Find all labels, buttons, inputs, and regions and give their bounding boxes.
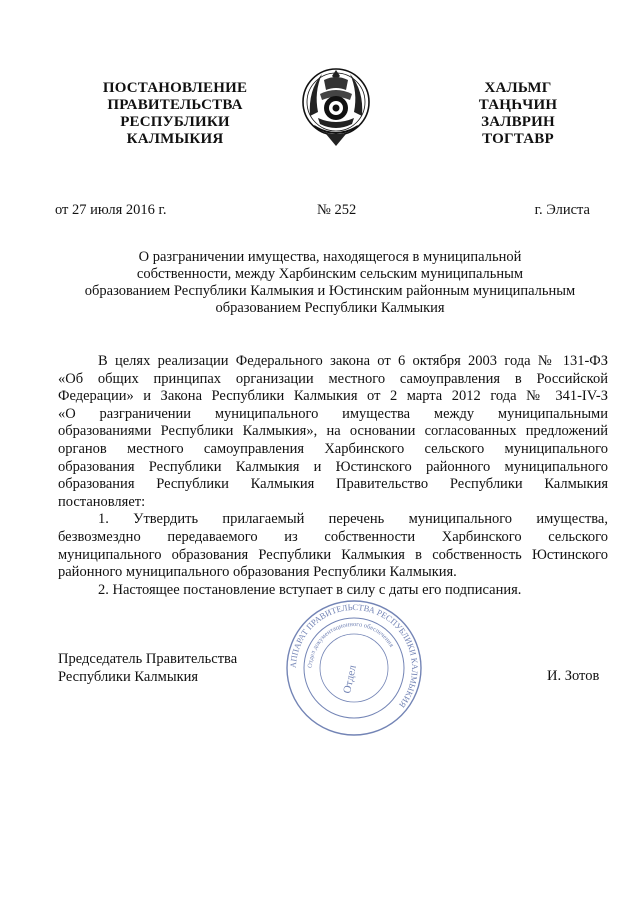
body-line: «О разграничении муниципального имущества между муниципальными	[58, 405, 608, 422]
document-meta-row	[55, 202, 590, 222]
body-line: образования Республики Калмыкия Правительство Республики Калмыкия	[58, 476, 608, 493]
header-left-russian	[95, 80, 255, 148]
signatory-position-line: Председатель Правительства	[58, 651, 238, 667]
signatory-position-line: Республики Калмыкия	[58, 669, 199, 685]
header-left-line: КАЛМЫКИЯ	[126, 131, 224, 147]
header-right-line: ТОГТАВР	[482, 131, 554, 147]
body-line: Федерации» и Закона Республики Калмыкия от 2 марта 2012 года № 341-IV-З	[58, 388, 608, 405]
signatory-name: И. Зотов	[547, 668, 600, 684]
document-number: № 252	[317, 202, 357, 218]
document-date: от 27 июля 2016 г.	[55, 202, 167, 218]
title-line: образованием Республики Калмыкия	[215, 300, 445, 316]
kalmykia-coat-of-arms-icon	[300, 60, 372, 150]
body-line: образованиями Республики Калмыкия», на основании согласованных предложений	[58, 423, 608, 440]
title-line: образованием Республики Калмыкия и Юстинским районным муниципальным	[84, 283, 576, 299]
header-left-line: РЕСПУБЛИКИ	[120, 114, 230, 130]
title-line: собственности, между Харбинским сельским муниципальным	[136, 266, 524, 282]
header-right-line: ЗАЛВРИН	[481, 114, 555, 130]
title-line: О разграничении имущества, находящегося в муниципальной	[138, 249, 522, 265]
body-line: безвозмездно передаваемого из собственности Харбинского сельского	[58, 528, 608, 545]
body-line: В целях реализации Федерального закона от 6 октября 2003 года № 131-ФЗ	[98, 353, 608, 369]
official-stamp-icon	[284, 598, 424, 738]
svg-text:Отдел документационного обеспе	[307, 621, 395, 668]
document-body	[58, 353, 608, 599]
signatory-position	[58, 650, 237, 686]
stamp-center-text: Отдел	[341, 664, 359, 695]
header-left-line: ПОСТАНОВЛЕНИЕ	[102, 80, 248, 96]
stamp-outer-text: АППАРАТ ПРАВИТЕЛЬСТВА РЕСПУБЛИКИ КАЛМЫКИЯ	[287, 601, 421, 710]
stamp-inner-text: Отдел документационного обеспечения	[306, 620, 395, 669]
header-right-kalmyk	[458, 80, 578, 148]
body-line: образования Республики Калмыкия и Юстинского районного муниципального	[58, 458, 608, 475]
body-line: «Об общих принципах организации местного самоуправления в Российской	[58, 370, 608, 387]
body-line: постановляет:	[58, 493, 146, 510]
body-line: муниципального образования Республики Калмыкия в собственность Юстинского	[58, 546, 608, 563]
header-right-line: ХАЛЬМГ	[484, 80, 552, 96]
body-line: районного муниципального образования Республики Калмыкия.	[58, 564, 457, 581]
document-title	[70, 249, 590, 317]
document-city: г. Элиста	[534, 202, 590, 218]
body-line: 1. Утвердить прилагаемый перечень муниципального имущества,	[98, 511, 608, 528]
header-right-line: ТАҢҺЧИН	[478, 97, 558, 113]
body-line: органов местного самоуправления Харбинского сельского муниципального	[58, 440, 608, 457]
body-line: 2. Настоящее постановление вступает в силу с даты его подписания.	[98, 581, 522, 598]
header-left-line: ПРАВИТЕЛЬСТВА	[107, 97, 243, 113]
